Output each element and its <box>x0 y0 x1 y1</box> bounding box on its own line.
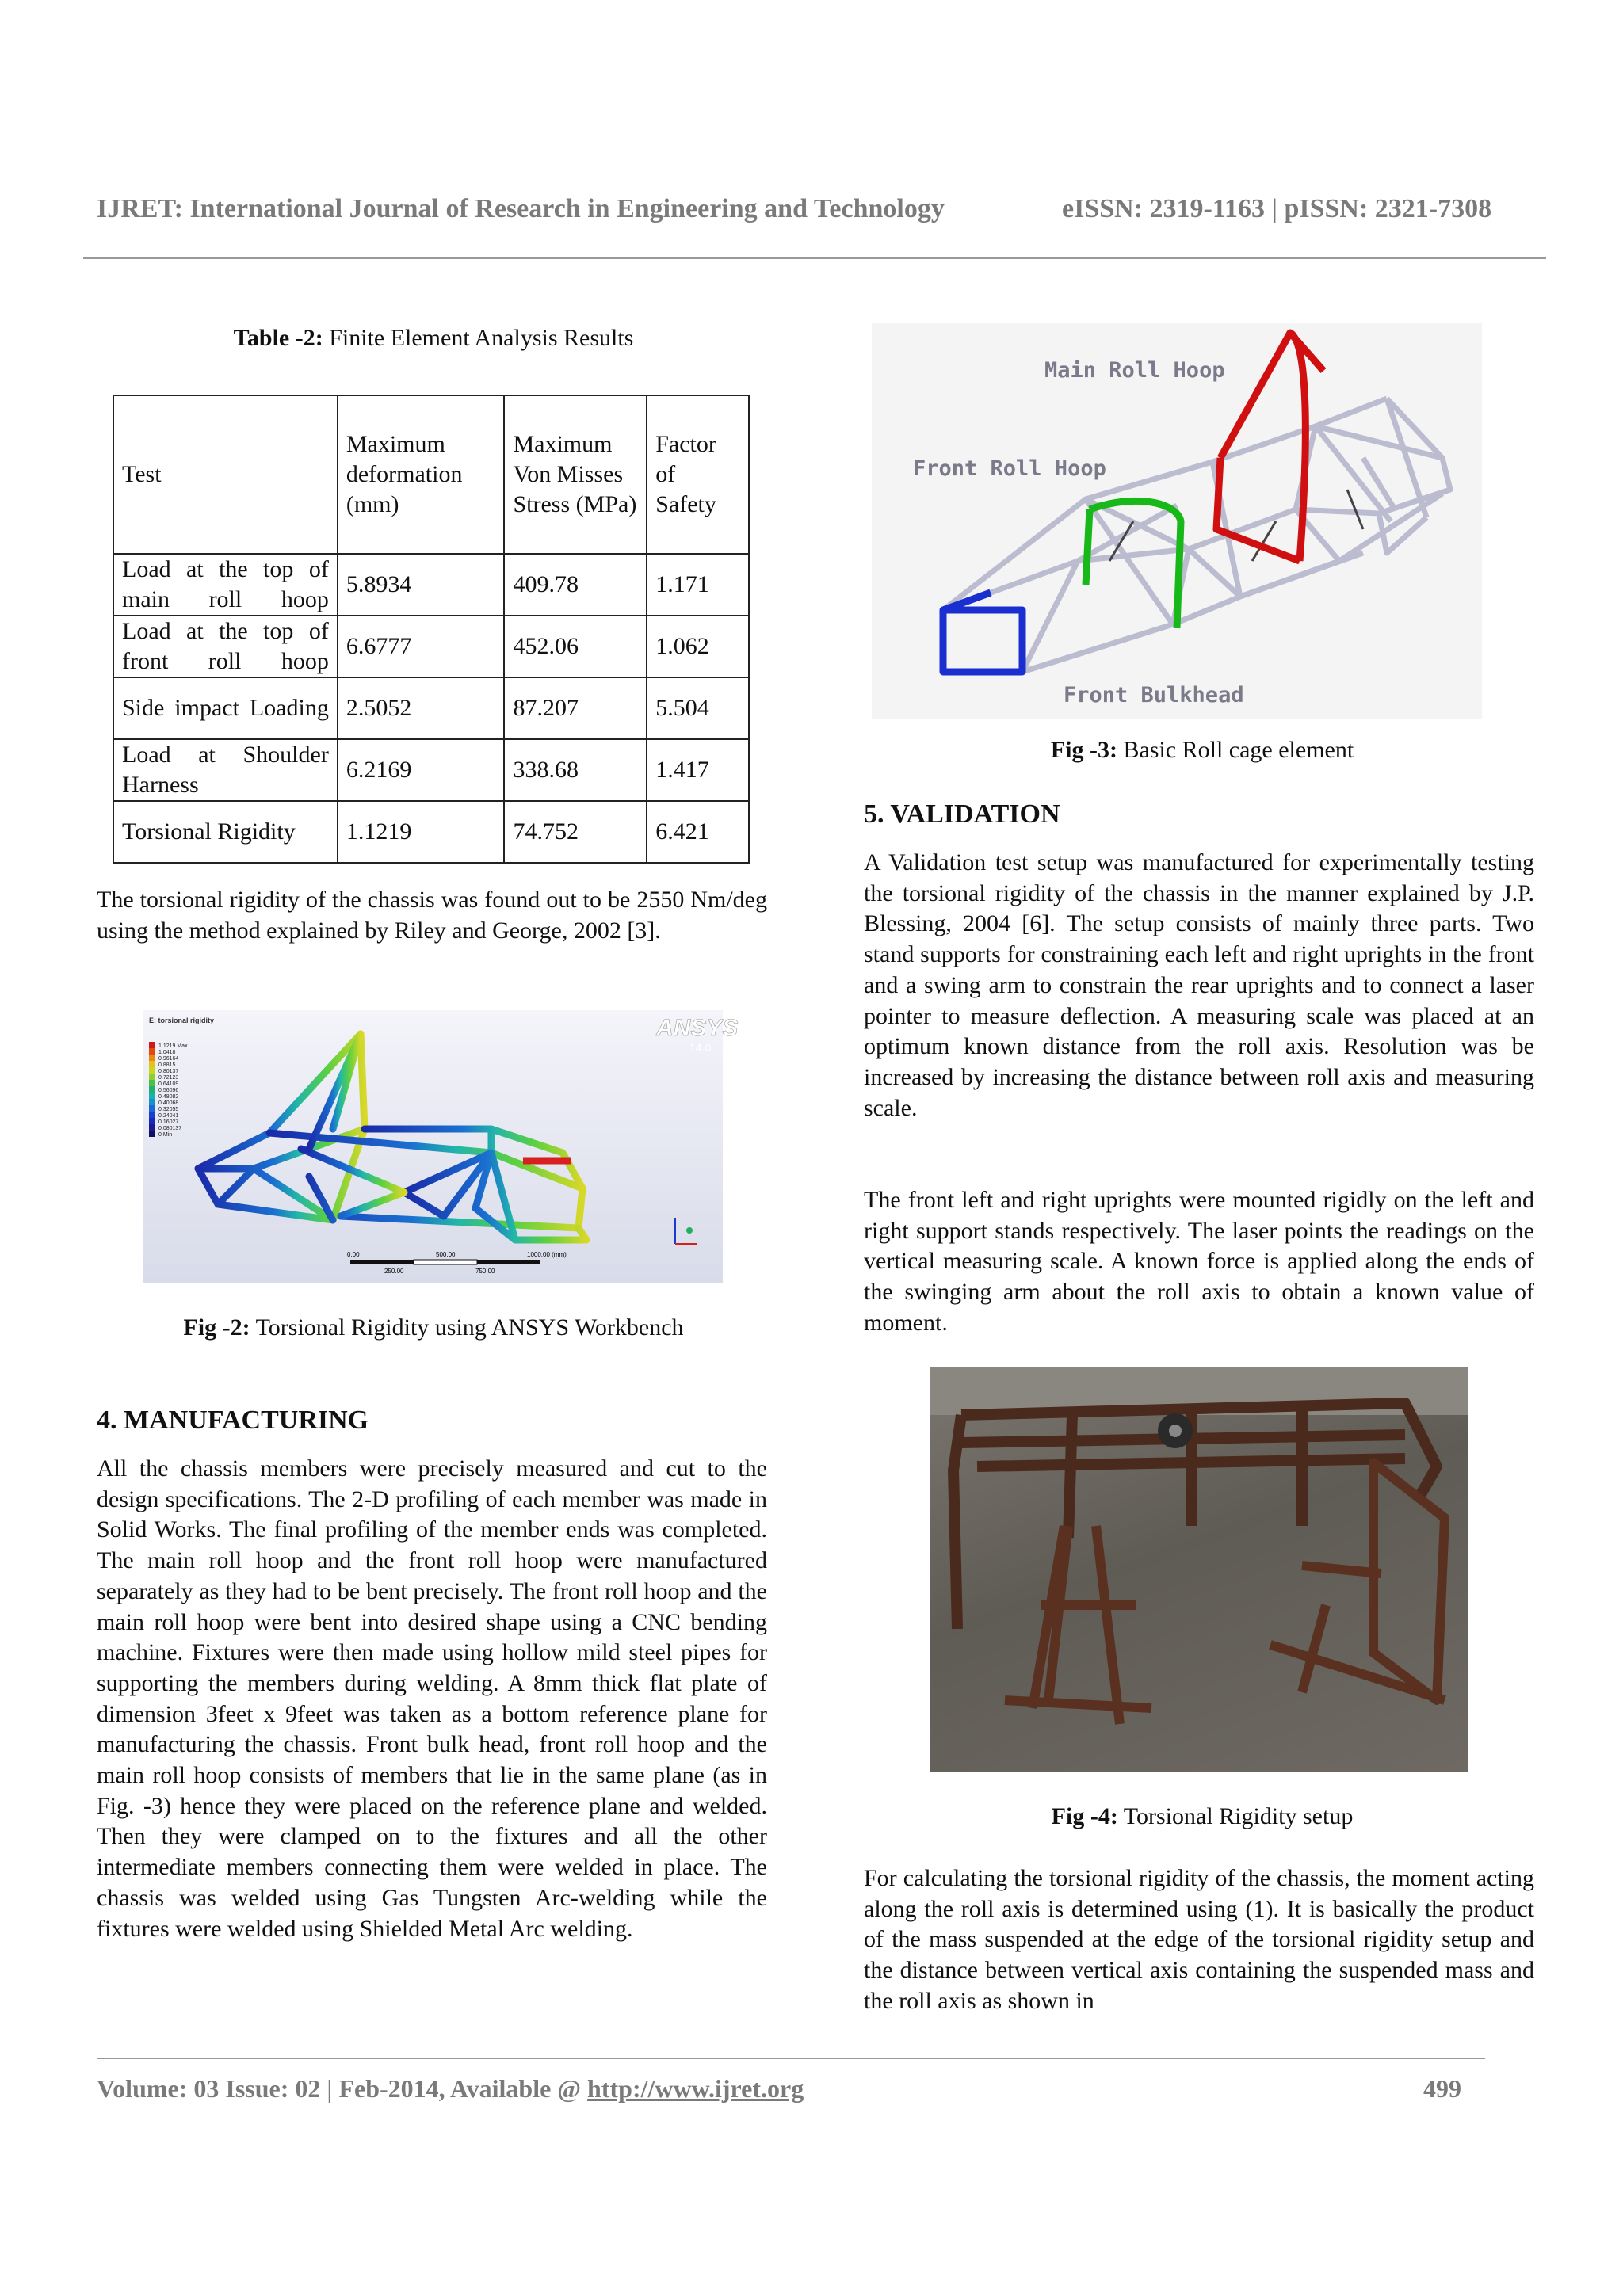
table-cell: 338.68 <box>504 739 647 801</box>
legend-swatch <box>149 1124 155 1131</box>
scale-label: 750.00 <box>475 1268 495 1275</box>
header-cell: Maximum Von Misses Stress (MPa) <box>504 395 647 554</box>
journal-issn: eISSN: 2319-1163 | pISSN: 2321-7308 <box>1062 194 1492 223</box>
legend-swatch <box>149 1105 155 1112</box>
deformed-frame <box>198 1034 586 1240</box>
rig-photo-render <box>930 1367 1468 1772</box>
section-5-paragraph-2: The front left and right uprights were mounted rigidly on the left and right support stands respectively. The laser points the readings on the vertical measuring scale. A known force is applied along the ends of the swinging arm about the roll axis to obtain a known value of moment. <box>864 1187 1534 1336</box>
legend-swatch <box>149 1086 155 1093</box>
legend-swatch <box>149 1080 155 1086</box>
table-cell: 1.171 <box>647 554 749 616</box>
page-number: 499 <box>1423 2074 1461 2103</box>
fig-2-caption: Fig -2: Torsional Rigidity using ANSYS Workbench <box>183 1314 684 1341</box>
legend-value: 0.64109 <box>158 1081 179 1087</box>
header-cell: Maximum deformation (mm) <box>338 395 505 554</box>
legend-swatch <box>149 1048 155 1055</box>
label-main-roll-hoop: Main Roll Hoop <box>1044 358 1225 383</box>
legend-value: 0.16027 <box>158 1119 179 1125</box>
legend-swatch <box>149 1112 155 1118</box>
front-roll-hoop-member <box>1086 509 1090 585</box>
fig-4-torsional-rig-photo <box>930 1367 1468 1772</box>
legend-swatch <box>149 1099 155 1105</box>
rig-frame <box>953 1403 1437 1629</box>
legend-value: 0.8815 <box>158 1062 176 1068</box>
table-row <box>113 801 749 863</box>
legend-swatch <box>149 1074 155 1080</box>
table-cell: Load at the top of main roll hoop <box>113 554 338 616</box>
journal-header <box>97 194 1544 224</box>
legend-swatch <box>149 1093 155 1099</box>
legend-value: 0.80137 <box>158 1069 179 1074</box>
table-row <box>113 677 749 739</box>
legend-value: 0.96164 <box>158 1056 179 1062</box>
table-row <box>113 616 749 677</box>
ansys-frame-render <box>143 1010 739 1283</box>
legend-swatch <box>149 1118 155 1124</box>
table-2-caption: Table -2: Finite Element Analysis Results <box>233 325 634 351</box>
table-cell: 452.06 <box>504 616 647 677</box>
scale-label: 1000.00 (mm) <box>527 1251 567 1258</box>
table-cell: 6.6777 <box>338 616 505 677</box>
scale-label: 0.00 <box>347 1251 360 1258</box>
footer-divider <box>97 2058 1485 2059</box>
section-4-body: All the chassis members were precisely measured and cut to the design specifications. The 2-D profiling of each member was made in Solid Works. The final profiling of the member ends was completed. The main roll hoop and the front roll hoop were manufactured separately as they had to be bent precisely. The front roll hoop and the main roll hoop were bent into desired shape using a CNC bending machine. Fixtures were then made using hollow mild steel pipes for supporting the members during welding. A 8mm thick flat plate of dimension 3feet x 9feet was taken as a bottom reference plane for manufacturing the chassis. Front bulk head, front roll hoop and the main roll hoop consists of members that lie in the same plane (as in Fig. -3) hence they were placed on the reference plane and welded. Then they were clamped on to the fixtures and all the other intermediate members connecting them were welded in place. The chassis was welded using Gas Tungsten Arc-welding while the fixtures were welded using Shielded Metal Arc welding. <box>97 1455 767 1942</box>
table-row <box>113 554 749 616</box>
section-5-paragraph-3: For calculating the torsional rigidity of the chassis, the moment acting along the roll axis is determined using (1). It is basically the product of the mass suspended at the edge of the torsional rigidity setup and the distance between vertical axis containing the suspended mass and the roll axis as shown in <box>864 1865 1534 2014</box>
section-4-title: 4. MANUFACTURING <box>97 1405 369 1435</box>
legend-swatch <box>149 1042 155 1048</box>
torsional-rigidity-paragraph: The torsional rigidity of the chassis was found out to be 2550 Nm/deg using the method explained by Riley and George, 2002 [3]. <box>97 887 767 944</box>
table-cell: 5.8934 <box>338 554 505 616</box>
fig-3-roll-cage-image <box>872 323 1482 719</box>
legend-value: 0.48082 <box>158 1094 179 1100</box>
legend-value: 0.080137 <box>158 1126 182 1131</box>
legend-value: 1.0418 <box>158 1050 176 1055</box>
header-divider <box>83 257 1546 259</box>
front-bulkhead-member <box>943 593 1022 672</box>
fea-results-table <box>113 395 750 864</box>
table-cell: 2.5052 <box>338 677 505 739</box>
legend-value: 0.40068 <box>158 1100 179 1106</box>
fig-3-caption: Fig -3: Basic Roll cage element <box>1050 737 1354 763</box>
journal-link[interactable]: http://www.ijret.org <box>587 2074 804 2103</box>
legend-value: 0.32055 <box>158 1107 179 1112</box>
table-cell: 1.417 <box>647 739 749 801</box>
table-cell: 6.2169 <box>338 739 505 801</box>
table-cell: Load at the top of front roll hoop <box>113 616 338 677</box>
table-cell: 1.1219 <box>338 801 505 863</box>
legend-swatch <box>149 1067 155 1074</box>
legend-value: 0 Min <box>158 1132 173 1138</box>
legend-swatch <box>149 1131 155 1137</box>
page-footer <box>97 2074 1485 2103</box>
scale-label: 250.00 <box>384 1268 404 1275</box>
table-cell: 5.504 <box>647 677 749 739</box>
table-header-row <box>113 395 749 554</box>
table-cell: Side impact Loading <box>113 677 338 739</box>
legend-value: 0.72123 <box>158 1075 179 1081</box>
header-cell: Test <box>113 395 338 554</box>
section-5-paragraph-1: A Validation test setup was manufactured for experimentally testing the torsional rigidity of the chassis in the manner explained by J.P. Blessing, 2004 [6]. The setup consists of mainly three parts. Two stand supports for constraining each left and right uprights in the front and a swing arm to constrain the rear uprights and to connect a laser pointer to measure deflection. A measuring scale was placed at an optimum known distance from the roll axis. Resolution was be increased by increasing the distance between roll axis and measuring scale. <box>864 849 1534 1121</box>
legend-title: E: torsional rigidity <box>149 1016 215 1024</box>
fig-4-caption: Fig -4: Torsional Rigidity setup <box>1051 1803 1354 1829</box>
table-cell: 87.207 <box>504 677 647 739</box>
left-stand <box>1005 1526 1151 1724</box>
label-front-bulkhead: Front Bulkhead <box>1064 683 1244 707</box>
ansys-legend <box>149 1016 214 1138</box>
scale-bar <box>347 1251 567 1275</box>
journal-title: IJRET: International Journal of Research in Engineering and Technology <box>97 194 945 223</box>
table-cell: 1.062 <box>647 616 749 677</box>
header-cell: Factor of Safety <box>647 395 749 554</box>
footer-volume: Volume: 03 Issue: 02 | Feb-2014, Available @ <box>97 2074 588 2103</box>
table-row <box>113 739 749 801</box>
table-cell: 74.752 <box>504 801 647 863</box>
legend-swatch <box>149 1061 155 1067</box>
axis-triad <box>675 1218 697 1244</box>
legend-value: 1.1219 Max <box>158 1043 188 1049</box>
legend-value: 0.56096 <box>158 1088 179 1093</box>
legend-value: 0.24041 <box>158 1113 179 1119</box>
section-5-title: 5. VALIDATION <box>864 799 1060 829</box>
table-cell: Torsional Rigidity <box>113 801 338 863</box>
scale-label: 500.00 <box>436 1251 456 1258</box>
fig-2-ansys-image <box>143 1010 739 1283</box>
ansys-version: 14.0 <box>689 1041 712 1054</box>
label-front-roll-hoop: Front Roll Hoop <box>913 456 1106 481</box>
table-cell: Load at Shoulder Harness <box>113 739 338 801</box>
legend-swatch <box>149 1055 155 1061</box>
ansys-logo: ANSYS <box>656 1015 739 1041</box>
table-cell: 409.78 <box>504 554 647 616</box>
roll-cage-render <box>872 323 1482 719</box>
table-cell: 6.421 <box>647 801 749 863</box>
